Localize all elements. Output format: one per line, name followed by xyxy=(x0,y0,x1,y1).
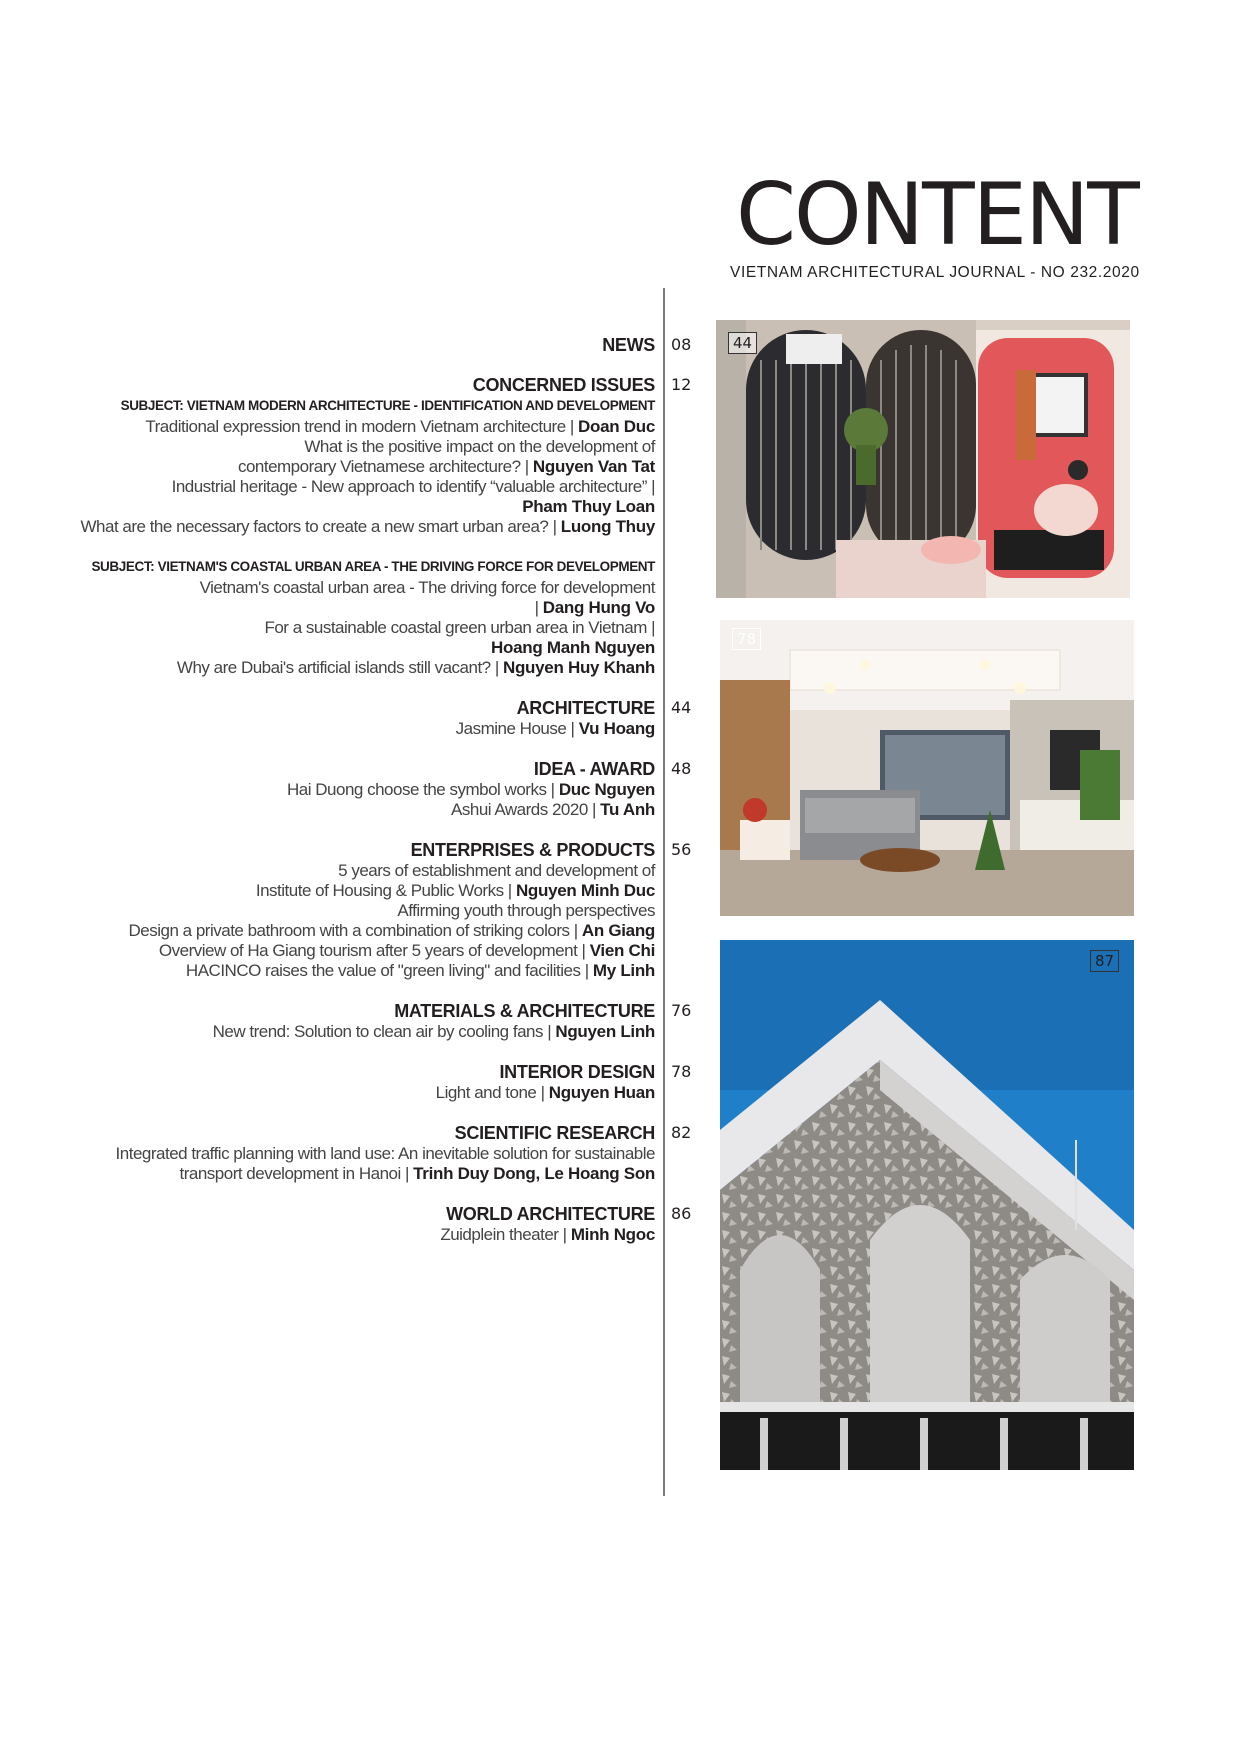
photo-zuidplein-theater-image xyxy=(720,940,1134,1470)
article-line[interactable]: Institute of Housing & Public Works | Nguyen Minh Duc xyxy=(255,881,655,900)
photo-living-room[interactable] xyxy=(720,620,1134,916)
article-line[interactable]: New trend: Solution to clean air by cooling fans | Nguyen Linh xyxy=(212,1022,655,1041)
article-line[interactable]: Hoang Manh Nguyen xyxy=(491,638,655,657)
article-line[interactable]: contemporary Vietnamese architecture? | Nguyen Van Tat xyxy=(237,457,655,476)
page-number: 44 xyxy=(671,698,692,717)
article-line[interactable]: For a sustainable coastal green urban area in Vietnam | xyxy=(264,618,655,637)
article-line[interactable]: Traditional expression trend in modern Vietnam architecture | Doan Duc xyxy=(145,417,655,436)
section-world-architecture[interactable]: WORLD ARCHITECTURE xyxy=(446,1204,655,1224)
article-line[interactable]: Ashui Awards 2020 | Tu Anh xyxy=(451,800,655,819)
article-line[interactable]: What is the positive impact on the development of xyxy=(304,437,655,456)
subject-heading: SUBJECT: VIETNAM'S COASTAL URBAN AREA - THE DRIVING FORCE FOR DEVELOPMENT xyxy=(91,559,655,574)
journal-subtitle: VIETNAM ARCHITECTURAL JOURNAL - NO 232.2020 xyxy=(730,264,1140,281)
article-line[interactable]: Zuidplein theater | Minh Ngoc xyxy=(440,1225,655,1244)
photo-jasmine-house[interactable] xyxy=(716,320,1130,598)
article-line[interactable]: Hai Duong choose the symbol works | Duc Nguyen xyxy=(287,780,655,799)
photo-zuidplein-theater[interactable] xyxy=(720,940,1134,1470)
section-scientific-research[interactable]: SCIENTIFIC RESEARCH xyxy=(454,1123,655,1143)
article-line[interactable]: Vietnam's coastal urban area - The driving force for development xyxy=(199,578,655,597)
article-line[interactable]: 5 years of establishment and development of xyxy=(338,861,655,880)
page-tag: 78 xyxy=(732,628,761,650)
page-title: CONTENT xyxy=(736,165,1138,265)
section-concerned-issues[interactable]: CONCERNED ISSUES xyxy=(472,375,655,395)
article-line[interactable]: What are the necessary factors to create a new smart urban area? | Luong Thuy xyxy=(80,517,655,536)
page-tag: 87 xyxy=(1090,950,1119,972)
section-news[interactable]: NEWS xyxy=(602,335,655,355)
article-line[interactable]: Pham Thuy Loan xyxy=(522,497,655,516)
article-line[interactable]: transport development in Hanoi | Trinh Duy Dong, Le Hoang Son xyxy=(179,1164,655,1183)
page-number: 78 xyxy=(671,1062,692,1081)
article-line[interactable]: | Dang Hung Vo xyxy=(534,598,655,617)
article-line[interactable]: Design a private bathroom with a combination of striking colors | An Giang xyxy=(128,921,655,940)
photo-living-room-image xyxy=(720,620,1134,916)
article-line[interactable]: Why are Dubai's artificial islands still vacant? | Nguyen Huy Khanh xyxy=(176,658,655,677)
section-materials-architecture[interactable]: MATERIALS & ARCHITECTURE xyxy=(394,1001,655,1021)
page-number: 56 xyxy=(671,840,692,859)
photo-jasmine-house-image xyxy=(716,320,1130,598)
article-line[interactable]: Integrated traffic planning with land use: An inevitable solution for sustainable xyxy=(115,1144,655,1163)
page-number: 08 xyxy=(671,335,692,354)
page-number: 86 xyxy=(671,1204,692,1223)
article-line[interactable]: Light and tone | Nguyen Huan xyxy=(435,1083,655,1102)
article-line[interactable]: Jasmine House | Vu Hoang xyxy=(455,719,655,738)
divider-line xyxy=(663,288,665,1496)
section-architecture[interactable]: ARCHITECTURE xyxy=(516,698,655,718)
page-number: 76 xyxy=(671,1001,692,1020)
article-line[interactable]: Overview of Ha Giang tourism after 5 years of development | Vien Chi xyxy=(158,941,655,960)
page-number: 12 xyxy=(671,375,692,394)
page-tag: 44 xyxy=(728,332,757,354)
section-interior-design[interactable]: INTERIOR DESIGN xyxy=(499,1062,655,1082)
article-line[interactable]: Industrial heritage - New approach to identify “valuable architecture” | xyxy=(171,477,655,496)
article-line[interactable]: HACINCO raises the value of "green living" and facilities | My Linh xyxy=(185,961,655,980)
subject-heading: SUBJECT: VIETNAM MODERN ARCHITECTURE - IDENTIFICATION AND DEVELOPMENT xyxy=(120,398,655,413)
article-line[interactable]: Affirming youth through perspectives xyxy=(397,901,655,920)
page-number: 48 xyxy=(671,759,692,778)
section-enterprises-products[interactable]: ENTERPRISES & PRODUCTS xyxy=(410,840,655,860)
section-idea-award[interactable]: IDEA - AWARD xyxy=(533,759,655,779)
page-number: 82 xyxy=(671,1123,692,1142)
